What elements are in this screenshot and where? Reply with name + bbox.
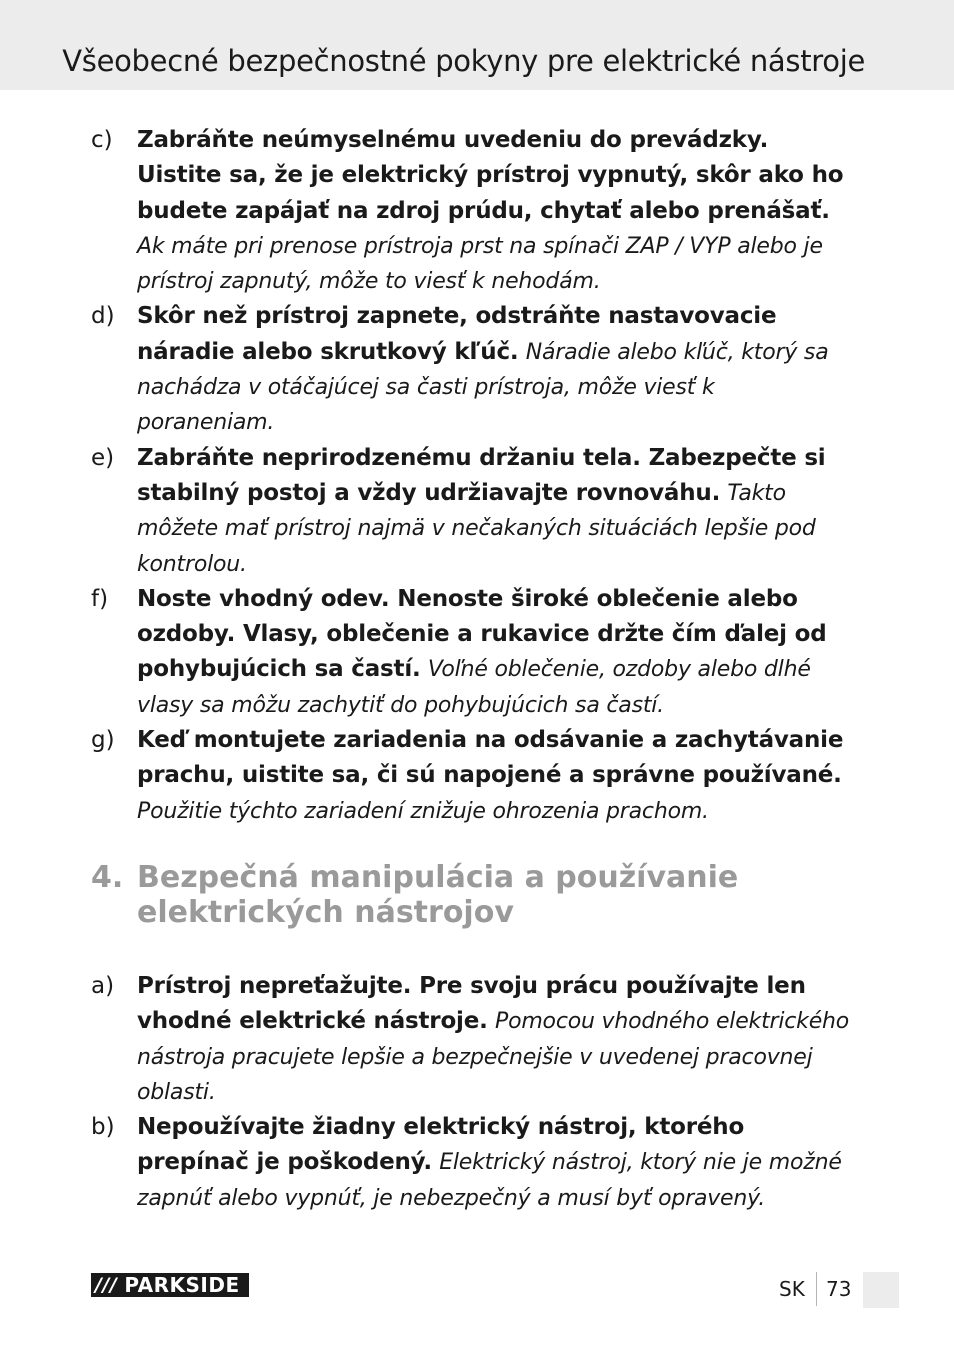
list-item-a [0, 969, 954, 1110]
section-number: 4. [91, 860, 124, 895]
item-text [137, 123, 857, 299]
list-item-c [0, 123, 954, 299]
item-italic-text: Elektrický nástroj, ktorý nie je možné zapnúť alebo vypnúť, je nebezpečný a musí byť opravený. [137, 1150, 842, 1211]
instruction-list-2 [0, 969, 954, 1216]
footer-divider [816, 1272, 817, 1306]
item-bold-text: Noste vhodný odev. Nenoste široké oblečenie alebo ozdoby. Vlasy, oblečenie a rukavice držte čím ďalej od pohybujúcich sa častí. [137, 585, 827, 683]
section-title: Bezpečná manipulácia a používanie elektrických nástrojov [137, 860, 739, 930]
item-letter: c) [91, 127, 113, 153]
item-letter: d) [91, 303, 115, 330]
item-letter: g) [91, 727, 115, 754]
list-item-e [0, 441, 954, 582]
item-text [137, 723, 857, 829]
item-letter: b) [91, 1114, 115, 1141]
item-italic-text: Ak máte pri prenose prístroja prst na spínači ZAP / VYP alebo je prístroj zapnutý, môže to viesť k nehodám. [137, 233, 823, 295]
item-text [137, 299, 857, 440]
item-text [137, 969, 857, 1110]
logo-slashes: /// [95, 1274, 118, 1296]
item-bold-text: Skôr než prístroj zapnete, odstráňte nastavovacie náradie alebo skrutkový kľúč. [137, 303, 777, 365]
page-number: 73 [826, 1277, 852, 1301]
section-heading [91, 860, 871, 930]
item-text [137, 1110, 857, 1216]
list-item-f [0, 582, 954, 723]
list-item-g [0, 723, 954, 829]
item-text [137, 441, 857, 582]
item-bold-text: Nepoužívajte žiadny elektrický nástroj, ktorého prepínač je poškodený. [137, 1114, 745, 1176]
item-bold-text: Prístroj nepreťažujte. Pre svoju prácu používajte len vhodné elektrické nástroje. [137, 973, 806, 1035]
footer-tab-box [863, 1272, 899, 1308]
list-item-d [0, 299, 954, 440]
item-bold-text: Zabráňte neprirodzenému držaniu tela. Zabezpečte si stabilný postoj a vždy udržiavajte rovnováhu. [137, 444, 826, 506]
item-letter: a) [91, 973, 115, 999]
item-italic-text: Pomocou vhodného elektrického nástroja pracujete lepšie a bezpečnejšie v uvedenej pracovnej oblasti. [137, 1009, 850, 1105]
item-italic-text: Náradie alebo kľúč, ktorý sa nachádza v otáčajúcej sa časti prístroja, môže viesť k poraneniam. [137, 339, 829, 436]
item-letter: e) [91, 444, 115, 471]
item-italic-text: Voľné oblečenie, ozdoby alebo dlhé vlasy sa môžu zachytiť do pohybujúcich sa častí. [137, 657, 811, 718]
item-bold-text: Zabráňte neúmyselnému uvedeniu do prevádzky. Uistite sa, že je elektrický prístroj vypnutý, skôr ako ho budete zapájať na zdroj prúdu, chytať alebo prenášať. [137, 127, 844, 224]
item-text [137, 582, 857, 723]
item-bold-text: Keď montujete zariadenia na odsávanie a zachytávanie prachu, uistite sa, či sú napojené a správne používané. [137, 727, 844, 789]
instruction-list-1 [0, 123, 954, 829]
list-item-b [0, 1110, 954, 1216]
header-bar [0, 0, 954, 90]
item-italic-text: Takto môžete mať prístroj najmä v nečakaných situáciách lepšie pod kontrolou. [137, 480, 816, 577]
logo-text: PARKSIDE [124, 1273, 240, 1297]
item-letter: f) [91, 585, 109, 612]
language-code: SK [779, 1277, 805, 1301]
page-header-title: Všeobecné bezpečnostné pokyny pre elektrické nástroje [62, 44, 865, 78]
parkside-logo [91, 1273, 249, 1297]
item-italic-text: Použitie týchto zariadení znižuje ohrozenia prachom. [137, 798, 709, 824]
